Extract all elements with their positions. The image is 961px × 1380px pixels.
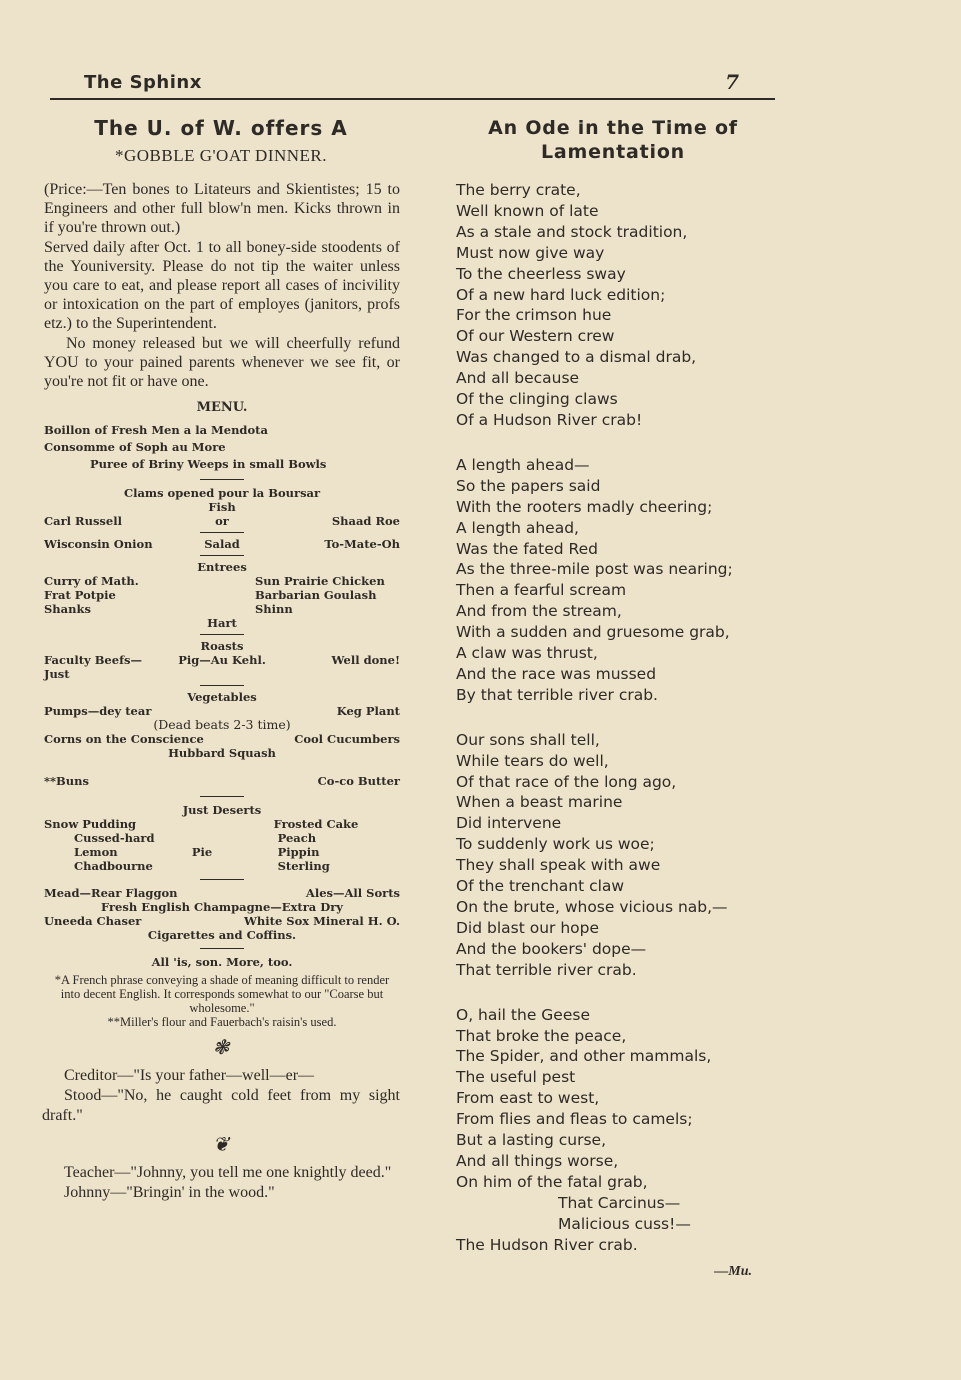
poem-line: Did intervene [456,814,562,833]
menu-dessert-item: Chadbourne [74,859,153,874]
menu [44,401,400,969]
poem-line: Malicious cuss!— [558,1214,691,1233]
poem-line: And all because [456,369,580,388]
poem-line: Of the trenchant claw [456,877,625,896]
menu-veg-row [44,704,400,718]
menu-heading: MENU. [196,400,248,416]
menu-drink-center: Cigarettes and Coffins. [147,928,297,943]
poem-line: And the bookers' dope— [456,939,647,958]
poem-line: And the race was mussed [456,664,657,683]
menu-drinks-row [44,886,400,900]
poem-line: The Hudson River crab. [456,1235,638,1254]
menu-veg-label: Vegetables [187,690,257,705]
poem-line: So the papers said [456,476,601,495]
menu-buns-left: **Buns [44,774,89,789]
poem-line: On him of the fatal grab, [456,1172,648,1191]
poem-line: A length ahead— [456,455,590,474]
poem-line: To suddenly work us woe; [456,835,655,854]
poem-line: With the rooters madly cheering; [456,497,713,516]
paragraph-price: (Price:—Ten bones to Litateurs and Skientistes; 15 to Engineers and other full blow'n men. Kicks thrown in if you're thrown out.) [44,181,400,237]
poem-line: From east to west, [456,1089,600,1108]
menu-veg-right2: Cool Cucumbers [294,732,400,747]
menu-roasts-label: Roasts [200,639,244,654]
menu-salad-right: To-Mate-Oh [324,537,401,552]
menu-closing: All 'is, son. More, too. [151,955,293,970]
poem-line: The berry crate, [456,181,581,199]
poem-stanza [456,730,778,981]
poem-line: Did blast our hope [456,918,600,937]
menu-entree-item: Curry of Math. [44,574,139,589]
menu-soups [44,423,400,471]
menu-roasts-mid: Pig—Au Kehl. [178,653,266,668]
menu-desserts-right [234,817,400,873]
poem-line: From flies and fleas to camels; [456,1110,693,1129]
menu-veg-right: Keg Plant [336,704,400,719]
poem-line: The Spider, and other mammals, [456,1047,712,1066]
poem-line: As a stale and stock tradition, [456,222,688,241]
menu-fish-right: Shaad Roe [331,514,401,529]
menu-entree-item: Sun Prairie Chicken [254,574,385,589]
footnotes [44,973,400,1029]
poem-line: Our sons shall tell, [456,730,600,749]
poem-line: That Carcinus— [558,1193,681,1212]
menu-salad-left: Wisconsin Onion [44,537,153,552]
menu-entrees-right [255,574,400,616]
menu-divider [200,796,244,797]
poem-line: A claw was thrust, [456,644,598,663]
paragraph-served: Served daily after Oct. 1 to all boney-side stoodents of the Youniversity. Please do not tip the waiter unless you care to eat, and please report all cases of incivility or intoxication on the part of employes (janitors, profs etz.) to the Superintendent. [44,238,400,333]
footnote: *A French phrase conveying a shade of meaning difficult to render into decent English. It corresponds somewhat to our "Coarse but wholesome." [54,973,390,1016]
poem-line: Of that race of the long ago, [456,772,677,791]
menu-divider [200,555,244,556]
menu-dessert-item: Sterling [277,859,330,874]
menu-divider [200,685,244,686]
poem-line: The useful pest [456,1068,576,1087]
menu-dessert-item: Snow Pudding [44,817,137,832]
menu-entree-item: Frat Potpie [44,588,116,603]
joke-line: Teacher—"Johnny, you tell me one knightly deed." [64,1164,392,1182]
article-title: The U. of W. offers A [94,116,348,140]
menu-divider [200,479,244,480]
ornament-icon: ❃ [212,1037,230,1060]
menu-entree-item: Shinn [254,602,293,617]
menu-salad-row [44,537,400,551]
poem-line: A length ahead, [456,518,579,537]
article-body [44,180,400,391]
poem-line: Of a Hudson River crab! [456,410,643,429]
poem-line: That terrible river crab. [456,960,637,979]
menu-dessert-item: Frosted Cake [273,817,359,832]
menu-drink-left: Uneeda Chaser [44,914,142,929]
poem [456,180,778,1256]
menu-desserts-left [44,817,170,873]
menu-fish-label: Fish [208,500,236,515]
magazine-title: The Sphinx [84,72,202,93]
menu-entrees-left [44,574,176,616]
menu-drinks-row [44,914,400,928]
joke-line: Stood—"No, he caught cold feet from my sight draft." [42,1087,400,1125]
poem-line: Of the clinging claws [456,390,618,409]
poem-signature: —Mu. [714,1263,752,1279]
menu-veg-note: (Dead beats 2-3 time) [153,717,291,733]
poem-line: That broke the peace, [456,1026,627,1045]
footnote: **Miller's flour and Fauerbach's raisin's used. [107,1015,337,1030]
poem-line: While tears do well, [456,751,609,770]
joke-creditor [42,1066,400,1126]
menu-dessert-item: Pippin [277,845,320,860]
menu-roasts-right: Well done! [331,653,401,668]
menu-entree-hart: Hart [207,616,237,631]
menu-divider [200,948,244,949]
poem-line: O, hail the Geese [456,1005,590,1024]
poem-line: For the crimson hue [456,306,612,325]
page-number: 7 [725,70,739,94]
poem-line: When a beast marine [456,793,623,812]
menu-buns-row [44,774,400,788]
menu-drink-center: Fresh English Champagne—Extra Dry [101,900,343,915]
poem-line: But a lasting curse, [456,1131,606,1150]
poem-line: With a sudden and gruesome grab, [456,623,730,642]
menu-desserts-label: Just Deserts [182,803,262,818]
menu-divider [200,879,244,880]
paragraph-refund: No money released but we will cheerfully refund YOU to your pained parents whenever we see fit, or you're not fit or have one. [44,334,400,391]
poem-line: And all things worse, [456,1151,619,1170]
menu-drink-left: Mead—Rear Flaggon [44,886,178,901]
menu-buns-right: Co-co Butter [317,774,400,789]
poem-line: Of a new hard luck edition; [456,285,666,304]
ornament-icon: ❦ [212,1134,230,1157]
joke-teacher [42,1163,400,1203]
menu-desserts-mid: Pie [191,845,213,860]
article-subtitle: *GOBBLE G'OAT DINNER. [114,146,328,165]
menu-veg-row2 [44,732,400,746]
menu-soup-item: Consomme of Soph au More [44,440,226,455]
menu-clams: Clams opened pour la Boursar [123,486,321,501]
poem-line: To the cheerless sway [456,264,626,283]
menu-fish-or: or [215,514,229,529]
poem-line: Well known of late [456,201,599,220]
menu-fish-row [44,514,400,528]
menu-entrees-row [44,574,400,616]
menu-veg-left: Pumps—dey tear [44,704,152,719]
menu-soup-item: Puree of Briny Weeps in small Bowls [90,457,327,472]
poem-line: Of our Western crew [456,327,615,346]
poem-line: Was changed to a dismal drab, [456,348,697,367]
menu-soup-item: Boillon of Fresh Men a la Mendota [44,423,268,438]
menu-divider [200,634,244,635]
menu-entree-item: Shanks [44,602,91,617]
poem-line: Was the fated Red [456,539,598,558]
page-header [50,72,775,100]
poem-line: By that terrible river crab. [456,685,658,704]
left-column [40,112,402,1203]
poem-line: They shall speak with awe [456,856,661,875]
menu-entrees-label: Entrees [197,560,247,575]
menu-fish-left: Carl Russell [44,514,122,529]
menu-dessert-item: Peach [277,831,317,846]
joke-line: Creditor—"Is your father—well—er— [64,1067,315,1085]
menu-entree-item: Barbarian Goulash [254,588,377,603]
poem-line: Then a fearful scream [456,581,627,600]
poem-line: On the brute, whose vicious nab,— [456,898,728,916]
poem-stanza [456,180,778,431]
poem-line: Must now give way [456,243,605,262]
menu-roasts-left: Faculty Beefs—Just [44,653,142,682]
menu-dessert-item: Lemon [74,845,118,860]
poem-line: And from the stream, [456,602,622,621]
menu-dessert-item: Cussed-hard [74,831,155,846]
right-column [448,116,778,1280]
menu-drink-right: White Sox Mineral H. O. [244,914,400,929]
poem-title: An Ode in the Time of Lamentation [488,117,738,163]
menu-veg-bottom: Hubbard Squash [168,746,276,761]
menu-drink-right: Ales—All Sorts [305,886,400,901]
joke-line: Johnny—"Bringin' in the wood." [64,1184,275,1202]
menu-roasts-row [44,653,400,681]
poem-stanza [456,455,778,706]
menu-divider [200,532,244,533]
poem-stanza [456,1005,778,1256]
poem-line: As the three-mile post was nearing; [456,560,733,579]
menu-salad-mid: Salad [204,537,240,552]
menu-veg-left2: Corns on the Conscience [44,732,204,747]
menu-desserts-row [44,817,400,873]
